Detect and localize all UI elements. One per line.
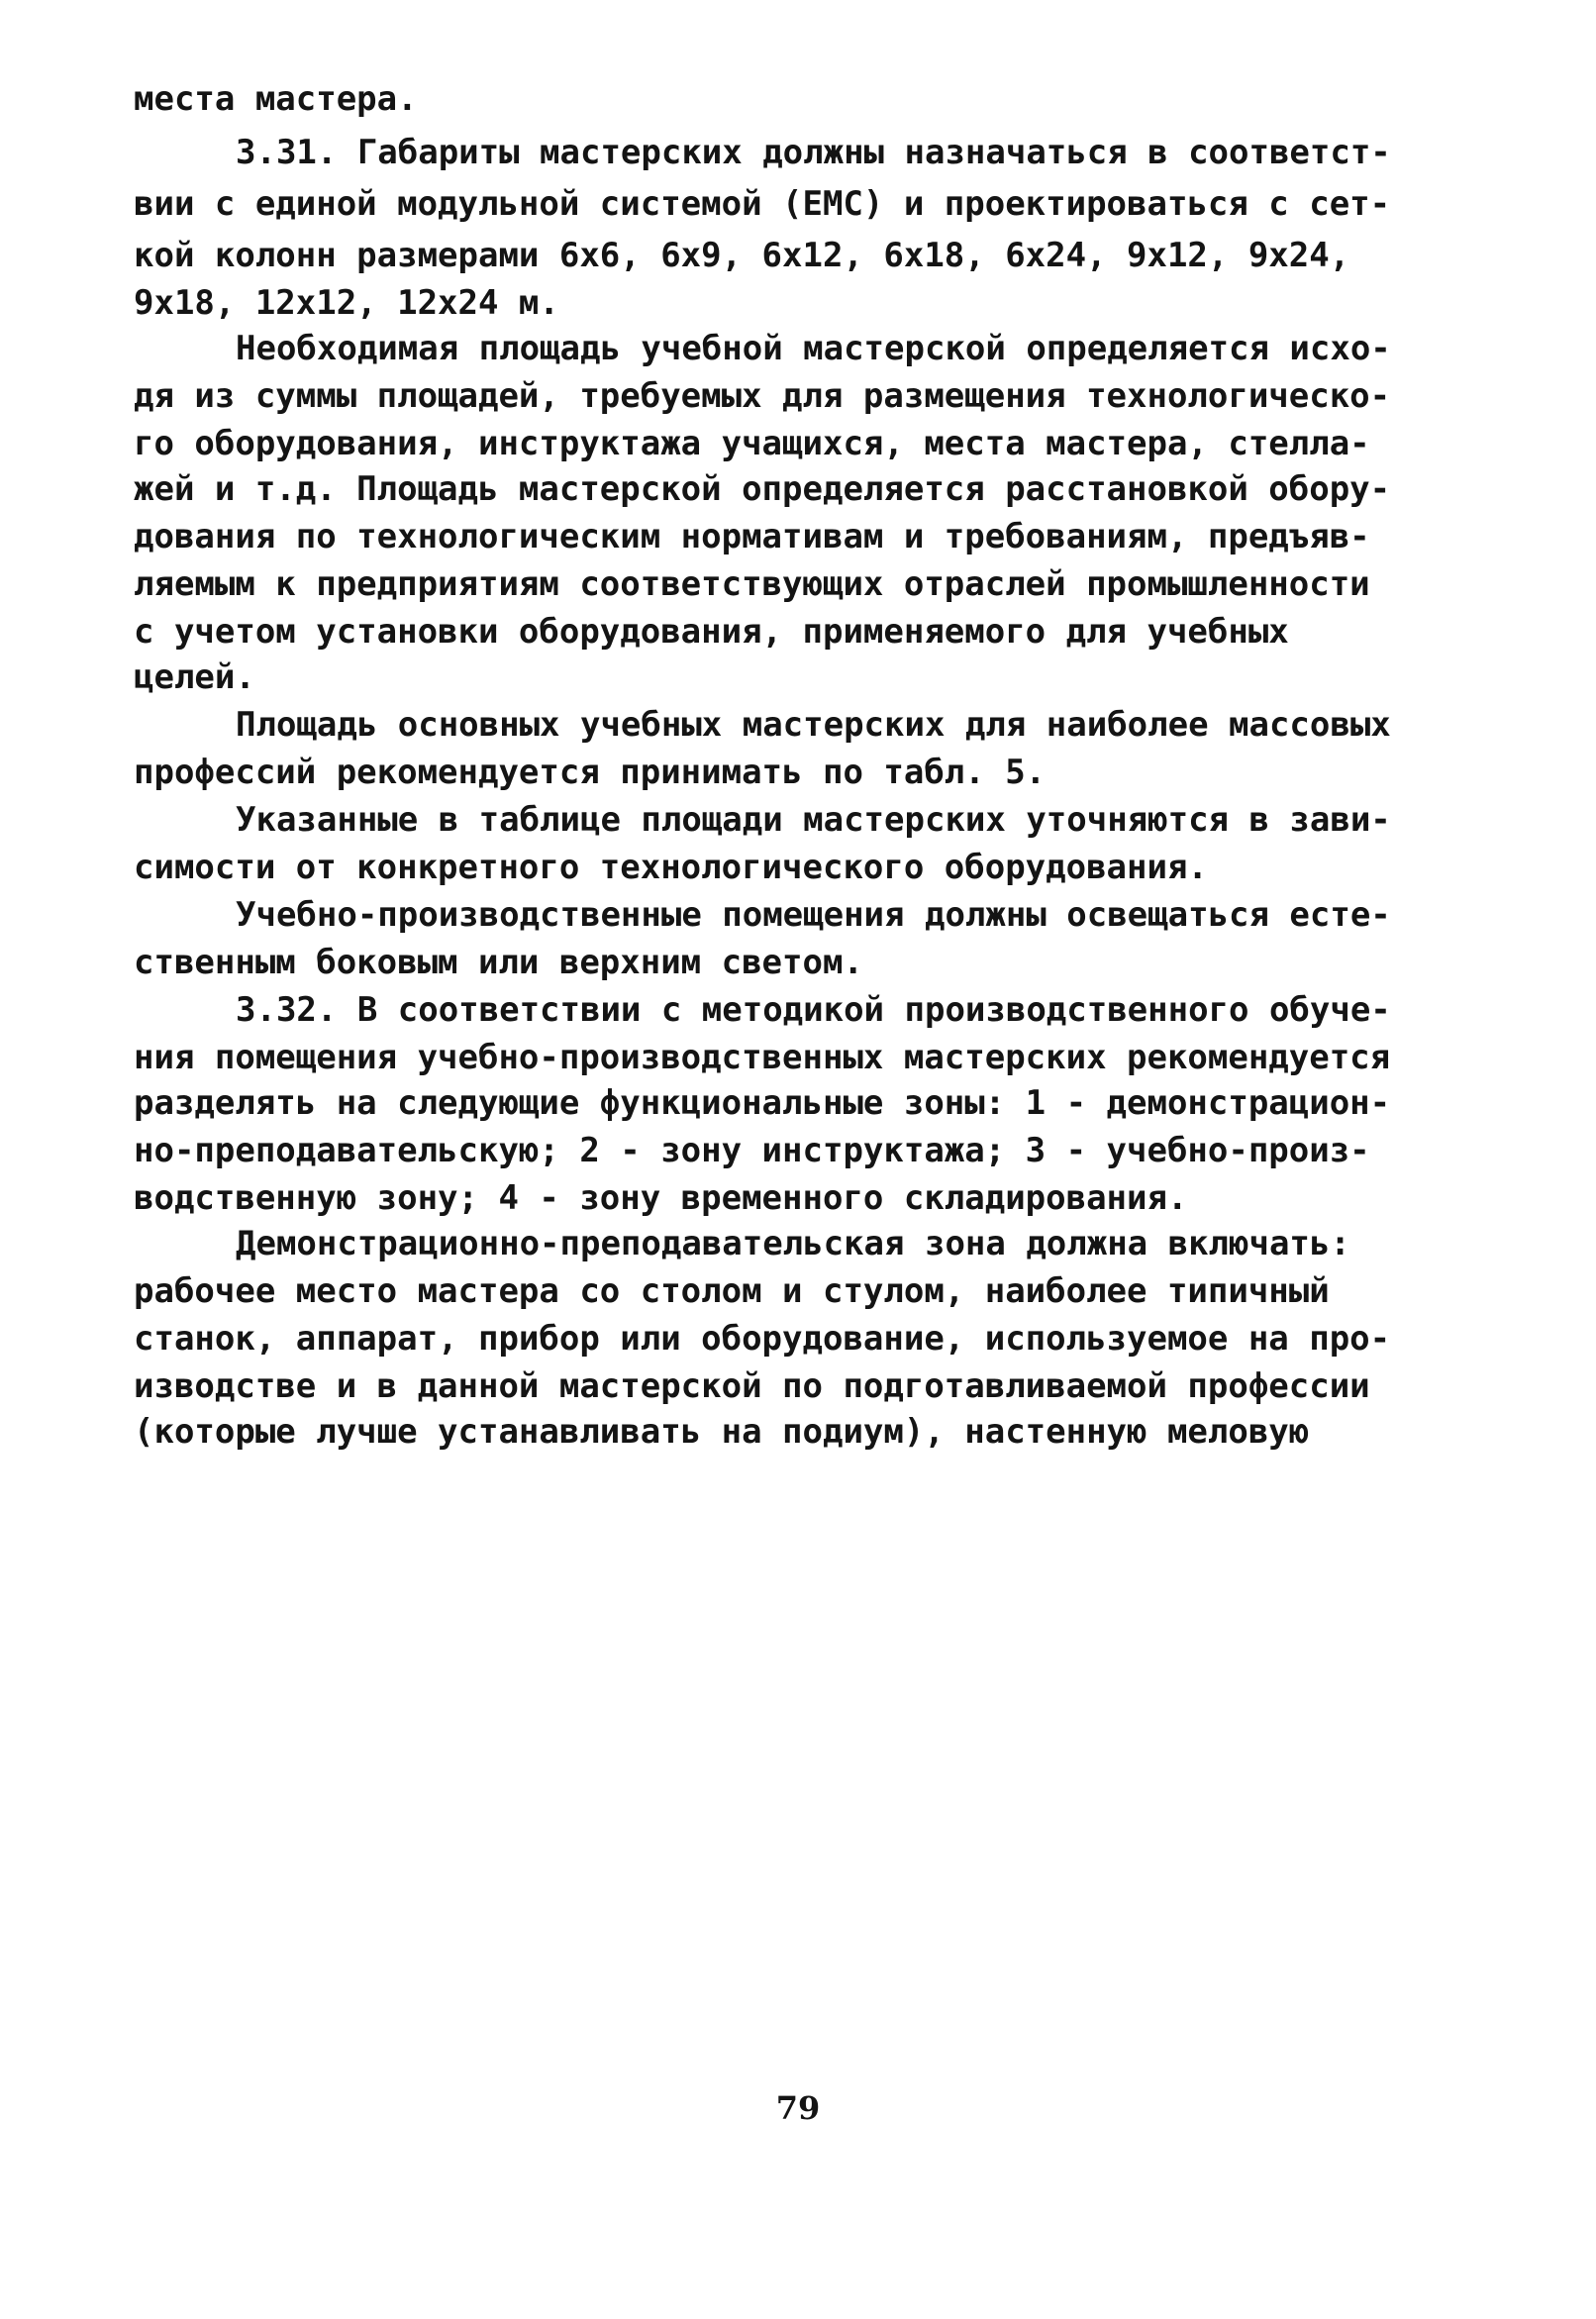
text-line: жей и т.д. Площадь мастерской определяется расстановкой обору- xyxy=(134,469,1391,509)
text-line: Площадь основных учебных мастерских для наиболее массовых xyxy=(236,705,1391,745)
text-line: (которые лучше устанавливать на подиум), настенную меловую xyxy=(134,1412,1310,1452)
text-line: Указанные в таблице площади мастерских уточняются в зави- xyxy=(236,800,1391,840)
text-line: ния помещения учебно-производственных мастерских рекомендуется xyxy=(134,1038,1391,1077)
text-line: 3.32. В соответствии с методикой производственного обуче- xyxy=(236,990,1391,1030)
text-line: 9х18, 12х12, 12х24 м. xyxy=(134,283,559,323)
text-line: 3.31. Габариты мастерских должны назначаться в соответст- xyxy=(236,133,1391,172)
text-line: дя из суммы площадей, требуемых для размещения технологическо- xyxy=(134,376,1391,416)
page-number: 79 xyxy=(775,2089,821,2127)
text-line: целей. xyxy=(134,657,255,697)
text-line: симости от конкретного технологического оборудования. xyxy=(134,848,1208,887)
text-line: разделять на следующие функциональные зоны: 1 - демонстрацион- xyxy=(134,1083,1391,1123)
text-line: Учебно-производственные помещения должны освещаться есте- xyxy=(236,895,1391,935)
text-line: ляемым к предприятиям соответствующих отраслей промышленности xyxy=(134,564,1370,604)
text-line: Необходимая площадь учебной мастерской определяется исхо- xyxy=(236,329,1391,368)
text-line: го оборудования, инструктажа учащихся, места мастера, стелла- xyxy=(134,424,1370,463)
text-line: Демонстрационно-преподавательская зона должна включать: xyxy=(236,1224,1350,1263)
text-line: вии с единой модульной системой (ЕМС) и проектироваться с сет- xyxy=(134,184,1391,224)
text-line: станок, аппарат, прибор или оборудование, используемое на про- xyxy=(134,1319,1391,1359)
text-line: дования по технологическим нормативам и требованиям, предъяв- xyxy=(134,517,1370,556)
text-line: рабочее место мастера со столом и стулом, наиболее типичный xyxy=(134,1271,1330,1311)
text-line: профессий рекомендуется принимать по табл. 5. xyxy=(134,753,1047,792)
text-line: кой колонн размерами 6х6, 6х9, 6х12, 6х18, 6х24, 9х12, 9х24, xyxy=(134,236,1350,275)
text-line: но-преподавательскую; 2 - зону инструктажа; 3 - учебно-произ- xyxy=(134,1131,1370,1170)
text-line: изводстве и в данной мастерской по подготавливаемой профессии xyxy=(134,1366,1370,1406)
text-line: с учетом установки оборудования, применяемого для учебных xyxy=(134,612,1289,652)
text-line: водственную зону; 4 - зону временного складирования. xyxy=(134,1178,1188,1218)
text-line: ственным боковым или верхним светом. xyxy=(134,943,863,982)
text-line: места мастера. xyxy=(134,79,418,119)
